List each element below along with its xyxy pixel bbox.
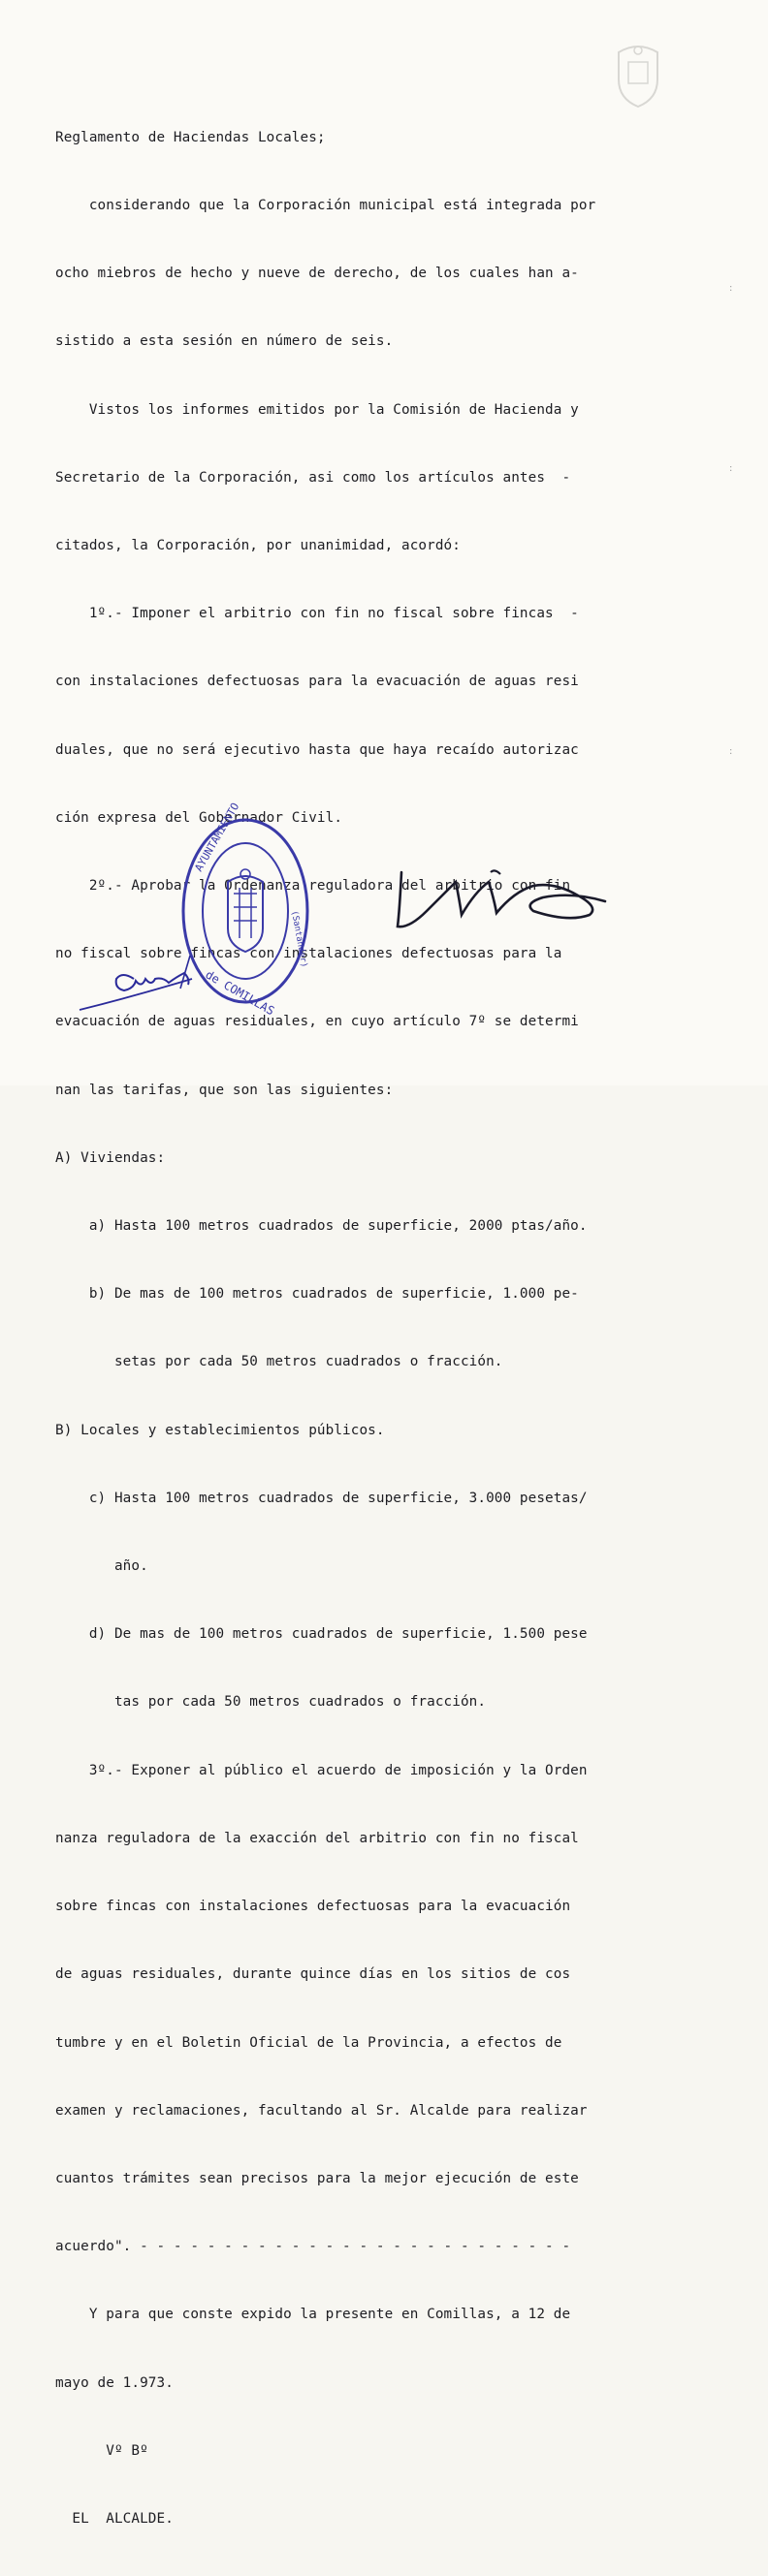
text-line: B) Locales y establecimientos públicos. [55, 1422, 385, 1438]
text-line: 1º.- Imponer el arbitrio con fin no fiscal sobre fincas - [55, 606, 579, 622]
text-line: Y para que conste expido la presente en Comillas, a 12 de [55, 2307, 571, 2323]
text-line: cuantos trámites sean precisos para la mejor ejecución de este [55, 2170, 579, 2186]
signature-scribble [388, 853, 611, 940]
text-line: no fiscal sobre fincas con instalaciones defectuosas para la [55, 946, 562, 962]
text-line: nan las tarifas, que son las siguientes: [55, 1082, 394, 1098]
text-line: 3º.- Exponer al público el acuerdo de imposición y la Orden [55, 1762, 588, 1778]
margin-mark: : [729, 746, 733, 757]
mayor-initials [76, 950, 231, 1018]
text-line: Vº Bº [55, 2442, 148, 2459]
text-line: ocho miebros de hecho y nueve de derecho, de los cuales han a- [55, 266, 579, 282]
text-line: tumbre y en el Boletin Oficial de la Provincia, a efectos de [55, 2034, 562, 2051]
text-line: sobre fincas con instalaciones defectuosas para la evacuación [55, 1899, 571, 1915]
text-line: duales, que no será ejecutivo hasta que haya recaído autorizac [55, 741, 579, 758]
margin-mark: : [729, 463, 733, 474]
text-line: con instalaciones defectuosas para la evacuación de aguas resi [55, 674, 579, 690]
stamp-text-top: AYUNTAMIENTO [192, 801, 242, 874]
text-line: Secretario de la Corporación, asi como los artículos antes - [55, 469, 571, 486]
text-line: acuerdo". - - - - - - - - - - - - - - - - - - - - - - - - - - [55, 2239, 571, 2255]
text-line: mayo de 1.973. [55, 2374, 174, 2391]
margin-mark: : [729, 283, 733, 294]
text-line: a) Hasta 100 metros cuadrados de superficie, 2000 ptas/año. [55, 1218, 588, 1235]
text-line: b) De mas de 100 metros cuadrados de superficie, 1.000 pe- [55, 1286, 579, 1303]
typed-body-text [55, 81, 656, 2576]
text-line: EL ALCALDE. [55, 2510, 174, 2527]
text-line: considerando que la Corporación municipal está integrada por [55, 198, 596, 214]
text-line: d) De mas de 100 metros cuadrados de superficie, 1.500 pese [55, 1626, 588, 1643]
text-line: ción expresa del Gobernador Civil. [55, 809, 343, 826]
stamp-text-bottom: de COMILLAS [203, 967, 277, 1019]
text-line: 2º.- Aprobar la Ordenanza reguladora del arbitrio con fin [55, 878, 571, 895]
text-line: sistido a esta sesión en número de seis. [55, 333, 394, 350]
text-line: citados, la Corporación, por unanimidad, acordó: [55, 538, 461, 554]
text-line: A) Viviendas: [55, 1149, 166, 1166]
text-line: nanza reguladora de la exacción del arbitrio con fin no fiscal [55, 1830, 579, 1846]
text-line: setas por cada 50 metros cuadrados o fracción. [55, 1354, 503, 1370]
text-line: evacuación de aguas residuales, en cuyo artículo 7º se determi [55, 1014, 579, 1030]
text-line: año. [55, 1558, 148, 1575]
text-line: c) Hasta 100 metros cuadrados de superficie, 3.000 pesetas/ [55, 1490, 588, 1506]
text-line: Reglamento de Haciendas Locales; [55, 129, 326, 145]
text-line: examen y reclamaciones, facultando al Sr. Alcalde para realizar [55, 2102, 588, 2119]
text-line: tas por cada 50 metros cuadrados o fracción. [55, 1694, 487, 1711]
stamp-text-side: (Santander) [289, 909, 309, 969]
text-line: Vistos los informes emitidos por la Comisión de Hacienda y [55, 401, 579, 418]
text-line: de aguas residuales, durante quince días en los sitios de cos [55, 1966, 571, 1983]
